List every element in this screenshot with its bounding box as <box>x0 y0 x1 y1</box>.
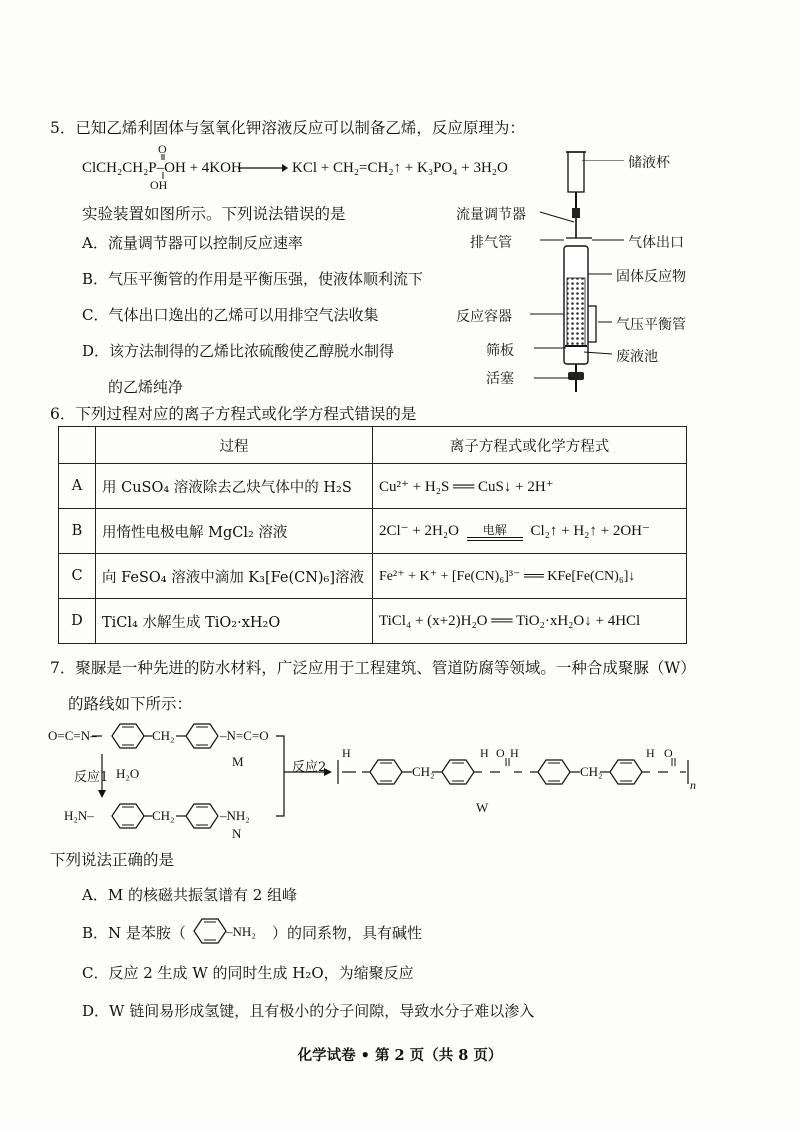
row-key: A <box>59 464 96 509</box>
reaction2-label: 反应2 <box>292 760 327 775</box>
table-row <box>59 599 687 644</box>
table-row <box>59 554 687 599</box>
label-vent-tube: 排气管 <box>470 235 512 251</box>
row-equation: Fe²⁺ + K⁺ + [Fe(CN)₆]³⁻ ══ KFe[Fe(CN)₆]↓ <box>373 554 687 599</box>
q5-option-a: A．流量调节器可以控制反应速率 <box>82 234 303 252</box>
n-amine-left: H₂N– <box>64 808 94 823</box>
n-amine-right: –NH₂ <box>220 808 250 823</box>
w-ch2-1: CH₂ <box>412 764 435 779</box>
label-reaction-vessel: 反应容器 <box>456 309 512 325</box>
q7-option-d: D．W 链间易形成氢键，且有极小的分子间隙，导致水分子难以渗入 <box>82 1002 535 1020</box>
double-line <box>467 537 523 541</box>
label-pressure-tube: 气压平衡管 <box>616 317 686 333</box>
label-stopcock: 活塞 <box>486 371 514 387</box>
m-isocyanate-left: O=C=N– <box>48 728 97 743</box>
row-key: D <box>59 599 96 644</box>
reaction1-label: 反应1 <box>74 770 109 785</box>
label-reservoir: 储液杯 <box>628 155 670 171</box>
w-h-2: H <box>480 746 489 760</box>
q6-table <box>58 426 687 644</box>
q5-option-d: D．该方法制得的乙烯比浓硫酸使乙醇脱水制得 <box>82 342 395 360</box>
row-process: TiCl₄ 水解生成 TiO₂·xH₂O <box>96 599 373 644</box>
q5-leader-lines <box>530 160 630 380</box>
q7-option-b-start: B．N 是苯胺（ <box>82 924 186 942</box>
q7-option-c: C．反应 2 生成 W 的同时生成 H₂O，为缩聚反应 <box>82 964 414 982</box>
m-isocyanate-right: –N=C=O <box>220 728 269 743</box>
q5-p-hydroxyl: OH <box>150 178 168 192</box>
q7-option-a: A．M 的核磁共振氢谱有 2 组峰 <box>82 886 298 904</box>
w-o-1: O <box>496 746 505 760</box>
label-solid-reactant: 固体反应物 <box>616 269 686 285</box>
q5-reaction-arrow <box>238 162 288 174</box>
q5-option-d-cont: 的乙烯纯净 <box>108 378 184 396</box>
page-footer: 化学试卷 • 第 2 页（共 8 页） <box>297 1047 503 1064</box>
q5-equation-right: KCl + CH₂=CH₂↑ + K₃PO₄ + 3H₂O <box>292 160 508 176</box>
n-ch2: CH₂ <box>152 808 175 823</box>
table-row <box>59 464 687 509</box>
q7-intro: 下列说法正确的是 <box>50 851 175 869</box>
q5-intro: 实验装置如图所示。下列说法错误的是 <box>82 205 346 223</box>
header-equation: 离子方程式或化学方程式 <box>373 427 687 464</box>
w-h-3: H <box>510 746 519 760</box>
header-key <box>59 427 96 464</box>
w-label: W <box>476 800 489 815</box>
label-gas-outlet: 气体出口 <box>628 235 684 251</box>
q6-stem: 6．下列过程对应的离子方程式或化学方程式错误的是 <box>50 405 417 423</box>
electrolysis-arrow <box>467 524 523 541</box>
w-o-2: O <box>664 746 673 760</box>
q5-option-c: C．气体出口逸出的乙烯可以用排空气法收集 <box>82 306 379 324</box>
label-waste-pool: 废液池 <box>616 349 658 365</box>
q5-p-bonds <box>160 152 166 180</box>
aniline-amino: –NH₂ <box>226 924 256 939</box>
table-row <box>59 509 687 554</box>
row-key: B <box>59 509 96 554</box>
row-equation: TiCl₄ + (x+2)H₂O ══ TiO₂·xH₂O↓ + 4HCl <box>373 599 687 644</box>
q7-synthesis-scheme <box>40 716 760 836</box>
w-subscript-n: n <box>690 778 696 792</box>
m-ch2: CH₂ <box>152 728 175 743</box>
q5-equation-left: ClCH₂CH₂P–OH + 4KOH <box>82 160 242 176</box>
q7-stem-cont: 的路线如下所示： <box>68 695 193 713</box>
label-sieve-plate: 筛板 <box>486 343 514 359</box>
row-process: 向 FeSO₄ 溶液中滴加 K₃[Fe(CN)₆]溶液 <box>96 554 373 599</box>
q5-p-oxygen: O <box>158 142 167 156</box>
w-h-4: H <box>646 746 655 760</box>
label-flow-regulator: 流量调节器 <box>456 207 526 223</box>
row-key: C <box>59 554 96 599</box>
n-label: N <box>232 826 242 841</box>
equation-left: 2Cl⁻ + 2H₂O <box>379 523 459 540</box>
w-ch2-2: CH₂ <box>580 764 603 779</box>
q7-stem: 7．聚脲是一种先进的防水材料，广泛应用于工程建筑、管道防腐等领域。一种合成聚脲（W） <box>50 659 696 677</box>
electrolysis-condition: 电解 <box>482 522 507 537</box>
table-header-row <box>59 427 687 464</box>
w-h-1: H <box>342 746 351 760</box>
row-equation <box>373 509 687 554</box>
q5-option-b: B．气压平衡管的作用是平衡压强，使液体顺利流下 <box>82 270 424 288</box>
row-process: 用 CuSO₄ 溶液除去乙炔气体中的 H₂S <box>96 464 373 509</box>
equation-right: Cl₂↑ + H₂↑ + 2OH⁻ <box>530 523 650 540</box>
q7-option-b-end: ）的同系物，具有碱性 <box>272 924 423 942</box>
q5-stem: 5．已知乙烯利固体与氢氧化钾溶液反应可以制备乙烯，反应原理为： <box>50 119 525 137</box>
row-process: 用惰性电极电解 MgCl₂ 溶液 <box>96 509 373 554</box>
reaction1-water: H₂O <box>116 766 140 781</box>
row-equation: Cu²⁺ + H₂S ══ CuS↓ + 2H⁺ <box>373 464 687 509</box>
header-process: 过程 <box>96 427 373 464</box>
m-label: M <box>232 754 244 769</box>
